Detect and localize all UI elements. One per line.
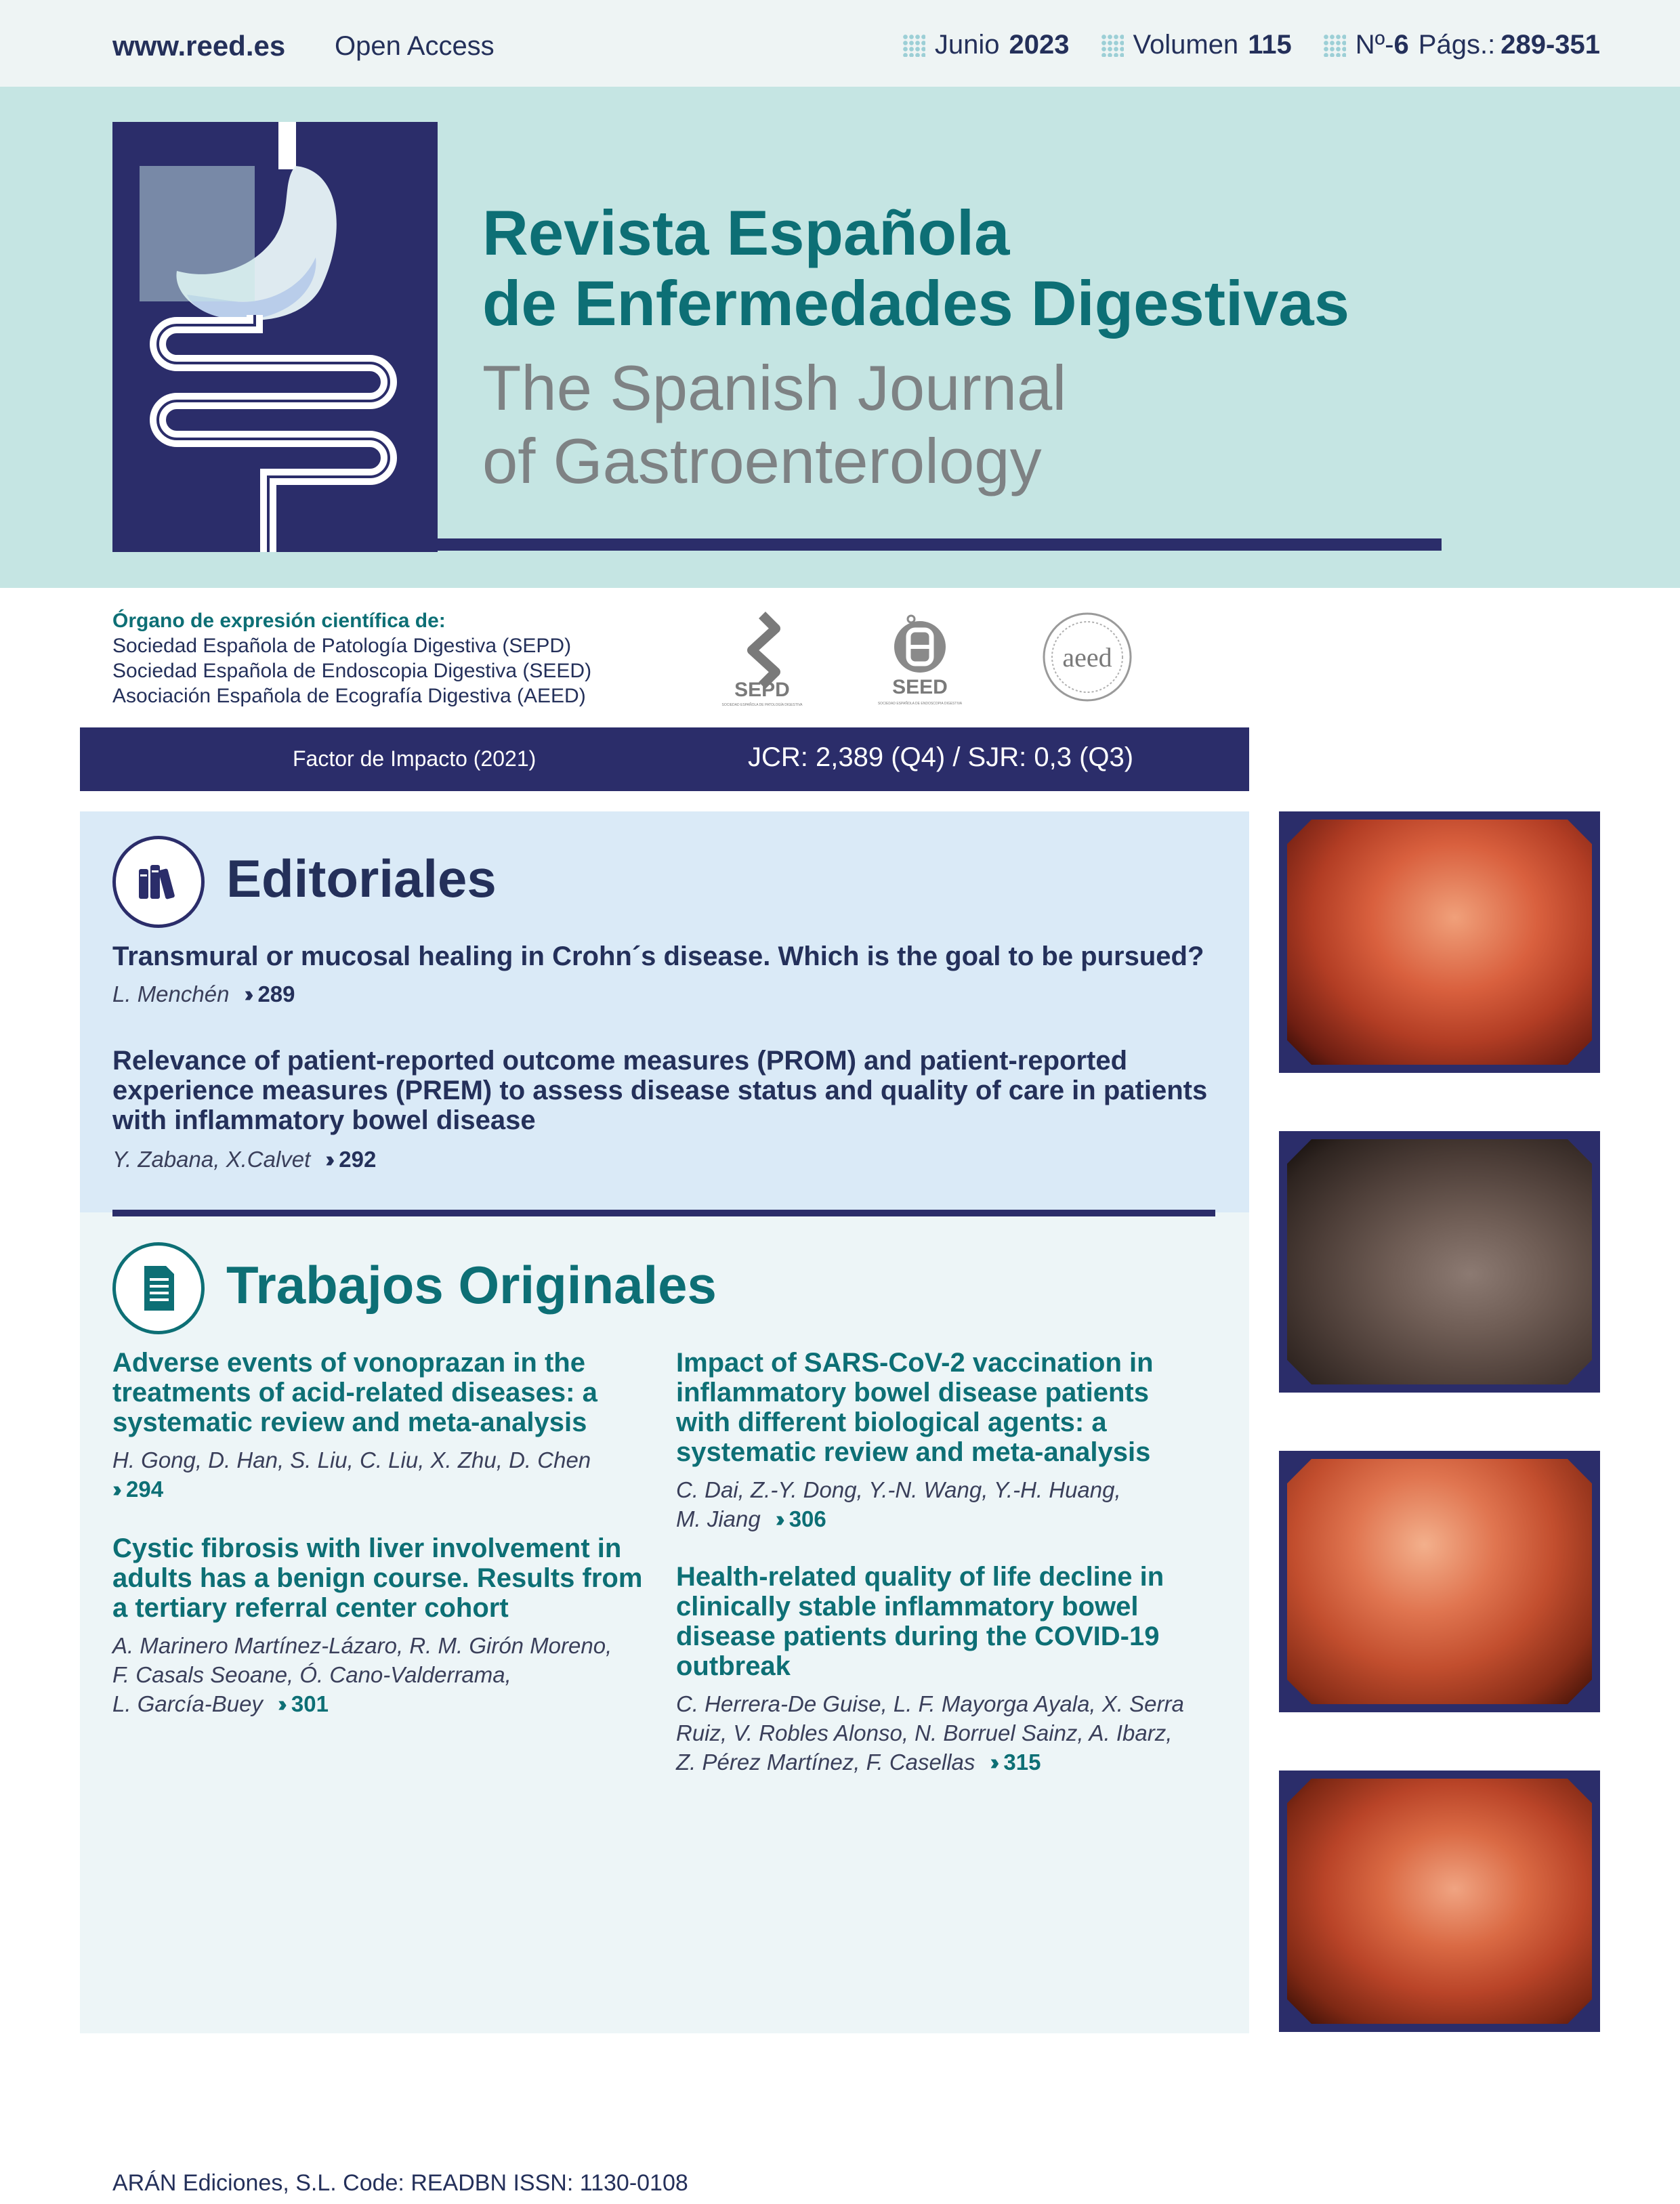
aeed-logo xyxy=(1036,610,1138,711)
journal-title-en xyxy=(482,352,1066,498)
impact-factor-value: JCR: 2,389 (Q4) / SJR: 0,3 (Q3) xyxy=(748,742,1134,772)
endoscopy-image-1 xyxy=(1279,811,1600,1073)
article-authors xyxy=(676,1689,1184,1777)
society-name: Asociación Española de Ecografía Digestiva (AEED) xyxy=(112,685,586,707)
societies-lead: Órgano de expresión científica de: xyxy=(112,610,446,632)
authors-line: A. Marinero Martínez-Lázaro, R. M. Girón Moreno, xyxy=(112,1633,612,1658)
article-title[interactable] xyxy=(676,1348,1154,1467)
title-line: Impact of SARS-CoV-2 vaccination in xyxy=(676,1348,1154,1378)
volume-label: Volumen xyxy=(1133,30,1239,60)
authors-line: C. Dai, Z.-Y. Dong, Y.-N. Wang, Y.-H. Huang, xyxy=(676,1477,1121,1502)
open-access-label: Open Access xyxy=(335,31,495,61)
authors-line: L. García-Buey xyxy=(112,1691,263,1716)
title-line: systematic review and meta-analysis xyxy=(676,1437,1151,1467)
society-name: Sociedad Española de Patología Digestiva (SEPD) xyxy=(112,635,572,657)
impact-factor-bar xyxy=(80,727,1249,791)
authors-line: Ruiz, V. Robles Alonso, N. Borruel Sainz, A. Ibarz, xyxy=(676,1720,1173,1745)
seed-logo-text: SEED xyxy=(892,676,948,698)
authors-line: H. Gong, D. Han, S. Liu, C. Liu, X. Zhu, D. Chen xyxy=(112,1447,591,1472)
page-number[interactable]: 306 xyxy=(789,1506,826,1531)
page-number[interactable]: 301 xyxy=(291,1691,329,1716)
title-en-line: The Spanish Journal xyxy=(482,352,1067,423)
sepd-logo xyxy=(711,610,813,711)
header-underline xyxy=(438,538,1442,551)
seed-logo-subtext: SOCIEDAD ESPAÑOLA DE ENDOSCOPIA DIGESTIVA xyxy=(877,702,963,706)
issue-date xyxy=(902,30,1070,60)
issue-meta xyxy=(902,30,1600,60)
publisher-footer: ARÁN Ediciones, S.L. Code: READBN ISSN: 1130-0108 xyxy=(112,2170,688,2196)
double-chevron-icon: ›› xyxy=(775,1506,780,1531)
page-number[interactable]: 292 xyxy=(339,1147,377,1172)
pages-range: 289-351 xyxy=(1500,30,1600,60)
original-works-title: Trabajos Originales xyxy=(226,1255,717,1315)
volume-number: 115 xyxy=(1248,30,1292,60)
section-divider xyxy=(112,1210,1215,1216)
article-authors xyxy=(112,1445,591,1504)
pages-label: Págs.: xyxy=(1418,30,1496,60)
issue-volume xyxy=(1101,30,1292,60)
title-line: experience measures (PREM) to assess disease status and quality of care in patients xyxy=(112,1076,1208,1105)
society-name: Sociedad Española de Endoscopia Digestiva (SEED) xyxy=(112,660,592,682)
endoscopy-image-3 xyxy=(1279,1451,1600,1712)
editorials-title: Editoriales xyxy=(226,849,497,908)
authors-line: F. Casals Seoane, Ó. Cano-Valderrama, xyxy=(112,1662,511,1687)
title-line: Adverse events of vonoprazan in the xyxy=(112,1348,585,1378)
page-number[interactable]: 289 xyxy=(257,981,295,1006)
title-line: treatments of acid-related diseases: a xyxy=(112,1378,597,1407)
double-chevron-icon: ›› xyxy=(325,1147,330,1172)
aeed-logo-text: aeed xyxy=(1062,642,1112,673)
title-es-line: de Enfermedades Digestivas xyxy=(482,268,1349,339)
sepd-logo-text: SEPD xyxy=(734,679,790,701)
double-chevron-icon: ›› xyxy=(112,1477,117,1502)
authors-text: Y. Zabana, X.Calvet xyxy=(112,1147,311,1172)
issue-month: Junio xyxy=(934,30,1000,60)
number-value: 6 xyxy=(1393,30,1409,60)
page-number[interactable]: 294 xyxy=(125,1477,164,1502)
document-icon xyxy=(112,1242,205,1334)
title-line: adults has a benign course. Results from xyxy=(112,1563,643,1593)
article-title[interactable] xyxy=(676,1562,1164,1681)
article-title[interactable] xyxy=(112,1533,642,1623)
journal-logo xyxy=(112,122,438,552)
double-chevron-icon: ›› xyxy=(244,981,249,1006)
site-link[interactable]: www.reed.es xyxy=(112,30,286,62)
title-line: Relevance of patient-reported outcome measures (PROM) and patient-reported xyxy=(112,1046,1128,1076)
authors-line: Z. Pérez Martínez, F. Casellas xyxy=(676,1750,975,1775)
endoscopy-image-2 xyxy=(1279,1131,1600,1393)
title-line: disease patients during the COVID-19 xyxy=(676,1622,1160,1651)
title-en-line: of Gastroenterology xyxy=(482,425,1042,496)
page-number[interactable]: 315 xyxy=(1003,1750,1041,1775)
title-line: clinically stable inflammatory bowel xyxy=(676,1592,1139,1622)
article-title[interactable] xyxy=(112,1348,597,1437)
authors-line: M. Jiang xyxy=(676,1506,761,1531)
title-line: Health-related quality of life decline in xyxy=(676,1562,1164,1592)
title-line: Cystic fibrosis with liver involvement in xyxy=(112,1533,622,1563)
editorial-title[interactable] xyxy=(112,1046,1207,1135)
issue-number xyxy=(1323,30,1600,60)
societies-block xyxy=(112,608,591,708)
sepd-logo-subtext: SOCIEDAD ESPAÑOLA DE PATOLOGÍA DIGESTIVA xyxy=(721,703,803,707)
impact-factor-label: Factor de Impacto (2021) xyxy=(293,746,537,771)
journal-title-es xyxy=(482,198,1349,339)
editorial-authors xyxy=(112,1145,376,1174)
article-authors xyxy=(112,1631,612,1718)
dots-icon xyxy=(902,34,925,57)
title-line: with inflammatory bowel disease xyxy=(112,1105,536,1135)
issue-year: 2023 xyxy=(1009,30,1070,60)
dots-icon xyxy=(1101,34,1124,57)
title-line: inflammatory bowel disease patients xyxy=(676,1378,1149,1407)
books-icon xyxy=(112,836,205,928)
digestive-tract-icon xyxy=(112,122,438,552)
authors-text: L. Menchén xyxy=(112,981,230,1006)
top-bar xyxy=(0,0,1680,87)
editorial-title[interactable]: Transmural or mucosal healing in Crohn´s disease. Which is the goal to be pursued? xyxy=(112,941,1204,971)
title-line: systematic review and meta-analysis xyxy=(112,1407,587,1437)
endoscopy-image-4 xyxy=(1279,1771,1600,2032)
title-line: a tertiary referral center cohort xyxy=(112,1593,509,1623)
seed-logo xyxy=(869,610,971,711)
title-es-line: Revista Española xyxy=(482,197,1010,268)
article-authors xyxy=(676,1475,1121,1533)
editorial-authors xyxy=(112,979,295,1009)
dots-icon xyxy=(1323,34,1346,57)
double-chevron-icon: ›› xyxy=(277,1691,282,1716)
title-line: outbreak xyxy=(676,1651,791,1681)
double-chevron-icon: ›› xyxy=(990,1750,994,1775)
authors-line: C. Herrera-De Guise, L. F. Mayorga Ayala, X. Serra xyxy=(676,1691,1184,1716)
number-label: Nº- xyxy=(1355,30,1394,60)
title-line: with different biological agents: a xyxy=(676,1407,1107,1437)
